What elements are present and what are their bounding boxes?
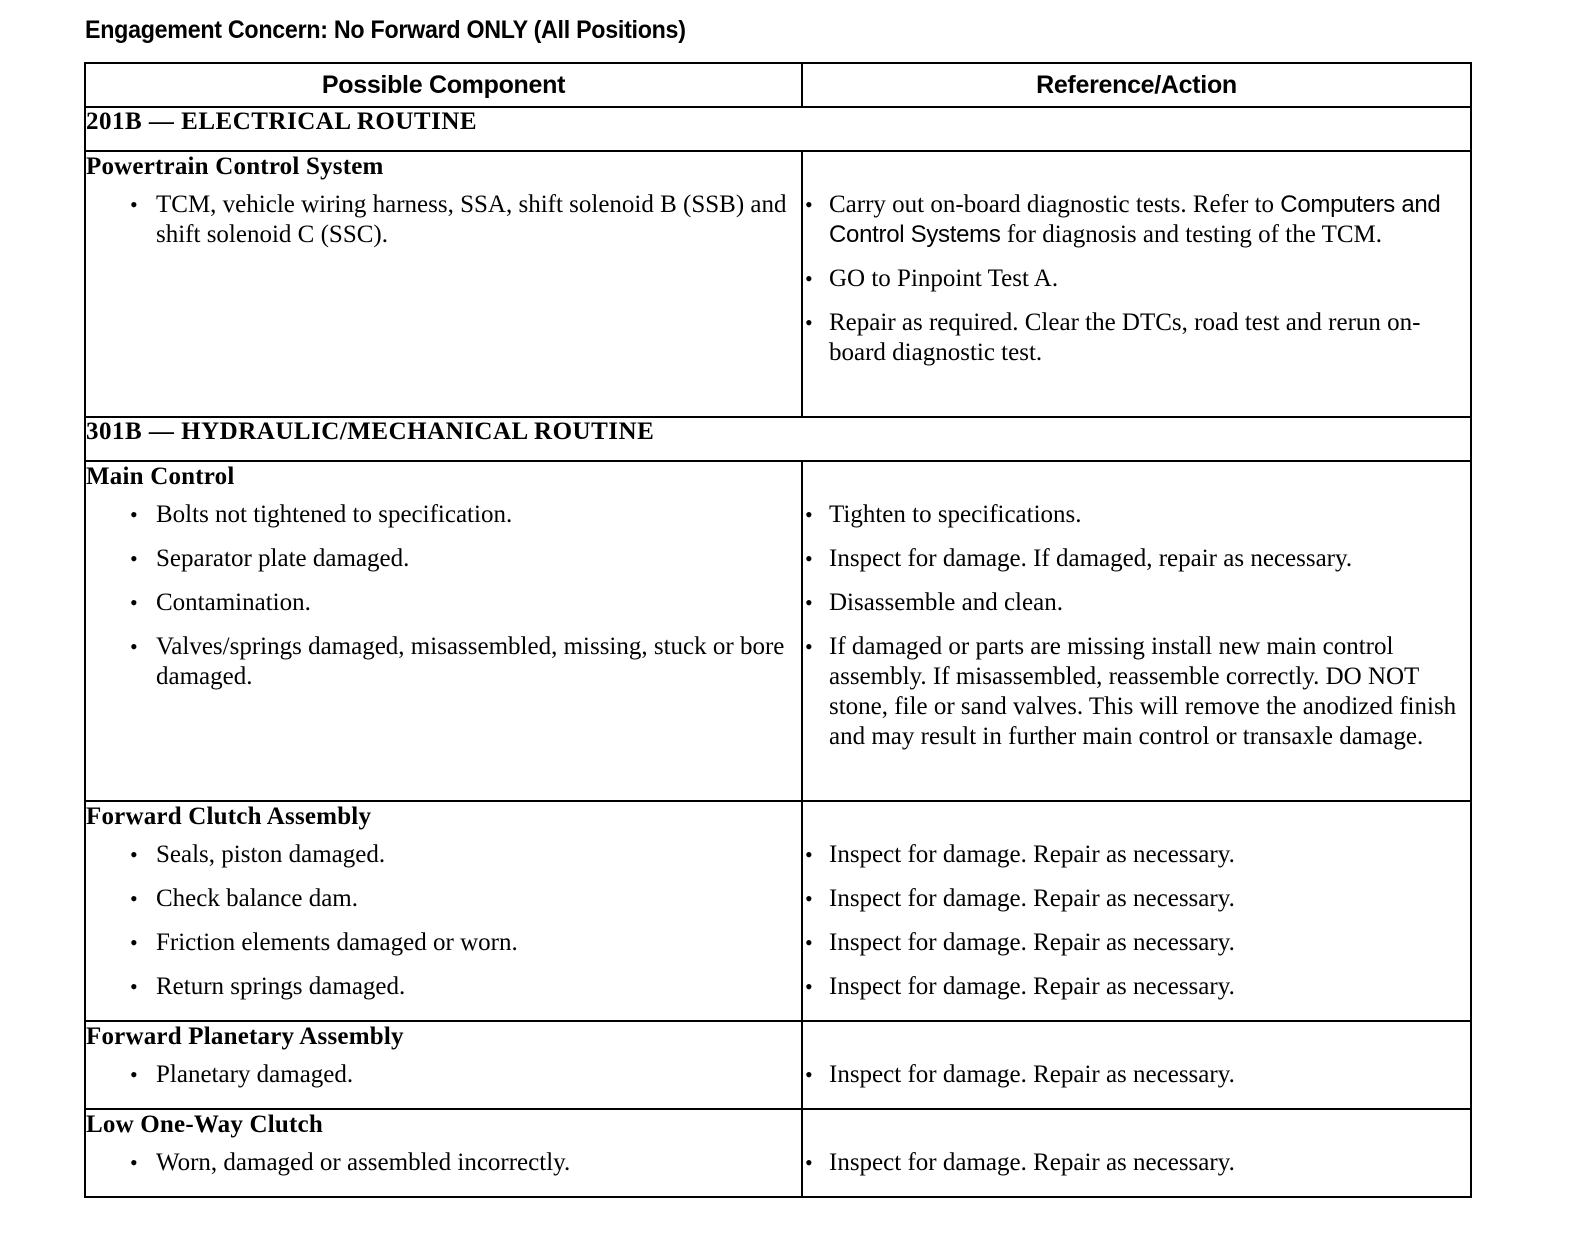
- table-row: [85, 801, 1471, 1021]
- list-item: • Disassemble and clean.: [805, 589, 1063, 616]
- list-item: • Bolts not tightened to specification.: [130, 501, 513, 528]
- bullet-icon: •: [130, 930, 138, 955]
- list-item: • Inspect for damage. Repair as necessary.: [805, 1061, 1235, 1088]
- action-list: [803, 500, 1470, 752]
- component-cell: [85, 801, 802, 1021]
- list-item: • Inspect for damage. Repair as necessary.: [805, 929, 1235, 956]
- table-row: [85, 151, 1471, 417]
- action-cell: [802, 461, 1471, 801]
- group-title: Forward Clutch Assembly: [86, 803, 372, 830]
- list-item: • Inspect for damage. Repair as necessary.: [805, 973, 1235, 1000]
- component-cell: [85, 461, 802, 801]
- action-cell: [802, 801, 1471, 1021]
- column-header-action: Reference/Action: [802, 63, 1471, 107]
- group-title: Main Control: [86, 463, 235, 490]
- bullet-icon: •: [805, 1150, 813, 1175]
- list-item: • Seals, piston damaged.: [130, 841, 386, 868]
- group-title: Powertrain Control System: [86, 153, 384, 180]
- list-item: • GO to Pinpoint Test A.: [805, 265, 1059, 292]
- action-cell: [802, 151, 1471, 417]
- list-item: • Return springs damaged.: [130, 973, 406, 1000]
- bullet-icon: •: [130, 502, 138, 527]
- list-item: • Repair as required. Clear the DTCs, road test and rerun on-board diagnostic test.: [805, 309, 1421, 366]
- bullet-icon: •: [130, 192, 138, 217]
- table-header-row: [85, 63, 1471, 107]
- action-list: [803, 1148, 1470, 1178]
- column-header-component: Possible Component: [85, 63, 802, 107]
- list-item: • Carry out on-board diagnostic tests. Refer to Computers and Control Systems for diagnosis and testing of the TCM.: [805, 191, 1441, 248]
- routine-label: 301B — HYDRAULIC/MECHANICAL ROUTINE: [85, 417, 1471, 461]
- list-item: • If damaged or parts are missing install new main control assembly. If misassembled, reassemble correctly. DO NOT stone, file or sand valves. This will remove the anodized finish and may result in further main control or transaxle damage.: [805, 633, 1457, 750]
- bullet-icon: •: [805, 842, 813, 867]
- component-list: [86, 190, 801, 250]
- list-item: • Worn, damaged or assembled incorrectly.: [130, 1149, 571, 1176]
- bullet-icon: •: [805, 886, 813, 911]
- component-list: [86, 500, 801, 692]
- bullet-icon: •: [130, 1062, 138, 1087]
- action-cell: [802, 1021, 1471, 1109]
- diagnosis-table: [84, 62, 1472, 1198]
- list-item: • Check balance dam.: [130, 885, 358, 912]
- page-title: Engagement Concern: No Forward ONLY (All Positions): [85, 16, 686, 44]
- list-item: • Inspect for damage. Repair as necessary.: [805, 841, 1235, 868]
- component-list: [86, 1060, 801, 1090]
- list-item: • Planetary damaged.: [130, 1061, 354, 1088]
- component-list: [86, 1148, 801, 1178]
- list-item: • TCM, vehicle wiring harness, SSA, shift solenoid B (SSB) and shift solenoid C (SSC).: [130, 191, 787, 248]
- action-cell: [802, 1109, 1471, 1197]
- action-list: [803, 840, 1470, 1002]
- bullet-icon: •: [805, 634, 813, 659]
- bullet-icon: •: [805, 192, 813, 217]
- table-row: [85, 1021, 1471, 1109]
- bullet-icon: •: [805, 266, 813, 291]
- bullet-icon: •: [130, 1150, 138, 1175]
- bullet-icon: •: [805, 310, 813, 335]
- list-item: • Separator plate damaged.: [130, 545, 410, 572]
- bullet-icon: •: [130, 546, 138, 571]
- bullet-icon: •: [805, 502, 813, 527]
- group-title: Forward Planetary Assembly: [86, 1023, 404, 1050]
- list-item: • Contamination.: [130, 589, 311, 616]
- routine-row: [85, 107, 1471, 151]
- bullet-icon: •: [805, 974, 813, 999]
- routine-row: [85, 417, 1471, 461]
- component-cell: [85, 151, 802, 417]
- reference-link[interactable]: Computers and Control Systems: [829, 191, 1441, 248]
- list-item: • Tighten to specifications.: [805, 501, 1082, 528]
- list-item: • Inspect for damage. Repair as necessary.: [805, 1149, 1235, 1176]
- bullet-icon: •: [805, 1062, 813, 1087]
- bullet-icon: •: [130, 886, 138, 911]
- bullet-icon: •: [805, 590, 813, 615]
- component-cell: [85, 1109, 802, 1197]
- bullet-icon: •: [130, 590, 138, 615]
- group-title: Low One-Way Clutch: [86, 1111, 323, 1138]
- action-list: [803, 1060, 1470, 1090]
- bullet-icon: •: [130, 842, 138, 867]
- list-item: • Friction elements damaged or worn.: [130, 929, 518, 956]
- bullet-icon: •: [130, 974, 138, 999]
- bullet-icon: •: [805, 546, 813, 571]
- list-item: • Inspect for damage. Repair as necessary.: [805, 885, 1235, 912]
- action-list: [803, 190, 1470, 368]
- component-cell: [85, 1021, 802, 1109]
- bullet-icon: •: [805, 930, 813, 955]
- component-list: [86, 840, 801, 1002]
- list-item: • Valves/springs damaged, misassembled, missing, stuck or bore damaged.: [130, 633, 785, 690]
- list-item: • Inspect for damage. If damaged, repair as necessary.: [805, 545, 1353, 572]
- routine-label: 201B — ELECTRICAL ROUTINE: [85, 107, 1471, 151]
- table-row: [85, 461, 1471, 801]
- table-row: [85, 1109, 1471, 1197]
- bullet-icon: •: [130, 634, 138, 659]
